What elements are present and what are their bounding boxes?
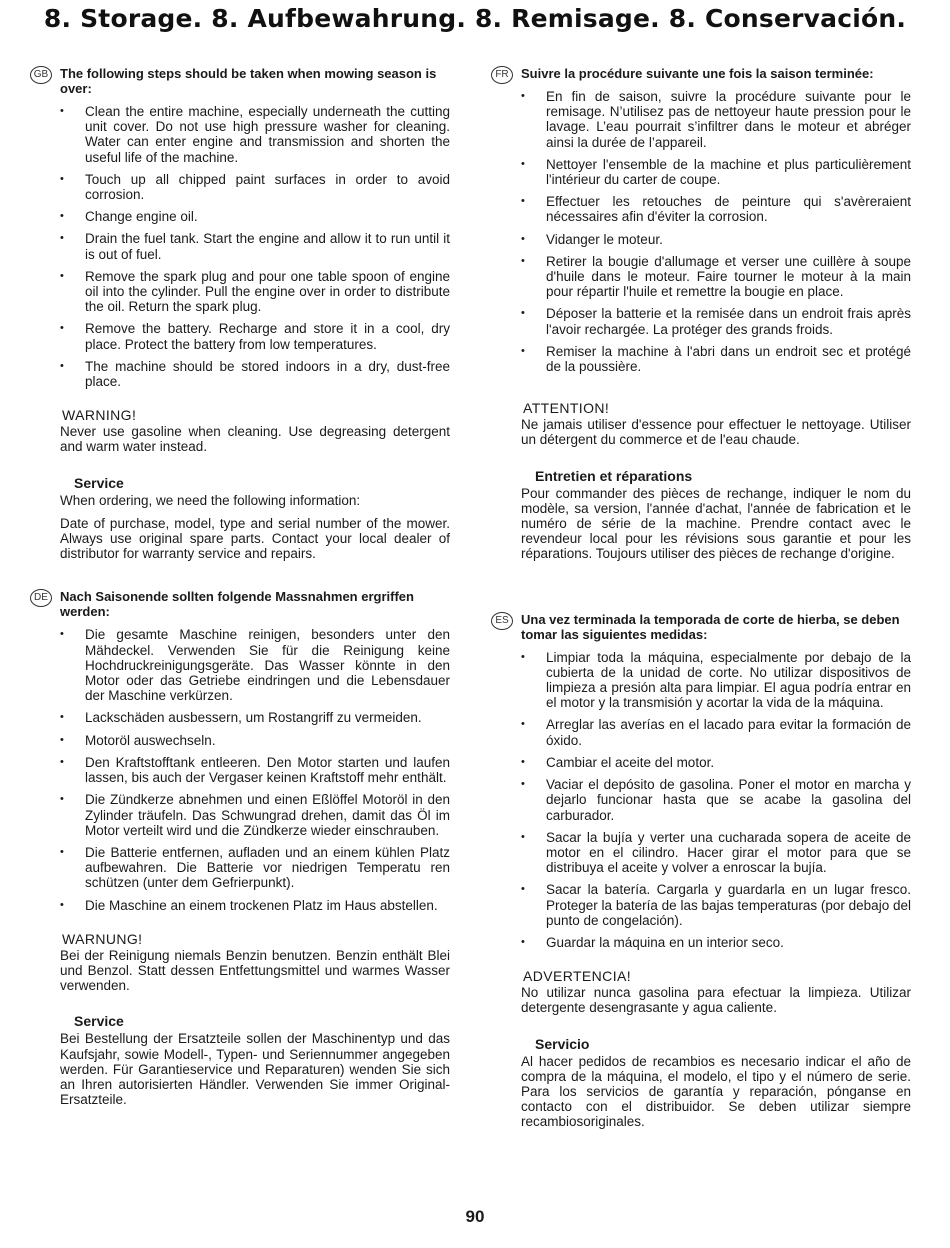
list-item: • Cambiar el aceite del motor. [521, 755, 911, 770]
list-item: • Motoröl auswechseln. [60, 733, 450, 748]
service-heading: Service [74, 474, 124, 491]
section-intro: Nach Saisonende sollten folgende Massnahmen ergriffen werden: [60, 589, 414, 620]
service-paragraph: Al hacer pedidos de recambios es necesario indicar el año de compra de la máquina, el modelo, el tipo y el número de serie. Para los servicios de garantía y reparación, pónganse en contacto con el distribuidor. Se deben utilizar siempre recambiosoriginales. [521, 1053, 911, 1130]
section-fr [495, 66, 911, 562]
left-column [33, 66, 450, 1108]
warning-text: Bei der Reinigung niemals Benzin benutzen. Benzin enthält Blei und Benzol. Statt dessen Entfettungsmittel und warmes Wasser verwenden. [60, 947, 450, 994]
list-item: • Die Maschine an einem trockenen Platz im Haus abstellen. [60, 898, 450, 913]
list-item: • En fin de saison, suivre la procédure suivante pour le remisage. N’utilisez pas de nettoyeur haute pression pour le lavage. L’eau pourrait s’infiltrer dans le moteur et abréger ainsi la durée de l’appareil. [521, 89, 911, 150]
list-item: • Retirer la bougie d'allumage et verser une cuillère à soupe d'huile dans le moteur. Faire tourner le moteur à la main pour répartir l'huile et remettre la bougie en place. [521, 254, 911, 300]
list-item: • Sacar la batería. Cargarla y guardarla en un lugar fresco. Proteger la batería de las bajas temperaturas (por debajo del punto de congelación). [521, 882, 911, 928]
list-item: • Touch up all chipped paint surfaces in order to avoid corrosion. [60, 172, 450, 202]
list-item: • Arreglar las averías en el lacado para evitar la formación de óxido. [521, 717, 911, 747]
page-title: 8. Storage. 8. Aufbewahrung. 8. Remisage. 8. Conservación. [43, 4, 907, 33]
warning-heading: ADVERTENCIA! [523, 968, 632, 985]
warning-text: No utilizar nunca gasolina para efectuar la limpieza. Utilizar detergente desengrasante y agua caliente. [521, 985, 911, 1016]
warning-text: Ne jamais utiliser d'essence pour effectuer le nettoyage. Utiliser un détergent du commerce et de l'eau chaude. [521, 417, 911, 448]
list-item: • Remove the battery. Recharge and store it in a cool, dry place. Protect the battery from low temperatures. [60, 321, 450, 351]
service-paragraph: Pour commander des pièces de rechange, indiquer le nom du modèle, sa version, l'année d'achat, l'année de fabrication et le numéro de série de la machine. Prendre contact avec le revendeur local pour les révisions sous garantie et pour les réparations. Toujours utiliser des pièces de rechange d'origine. [521, 485, 911, 562]
warning-text: Never use gasoline when cleaning. Use degreasing detergent and warm water instead. [60, 424, 450, 455]
service-heading: Entretien et réparations [535, 467, 693, 484]
service-paragraph: Date of purchase, model, type and serial number of the mower. Always use original spare parts. Contact your local dealer of distributor for warranty service and repairs. [60, 515, 450, 562]
list-item: • Nettoyer l'ensemble de la machine et plus particulièrement l'intérieur du carter de coupe. [521, 157, 911, 187]
service-heading: Service [74, 1013, 124, 1030]
list-item: • Sacar la bujía y verter una cucharada sopera de aceite de motor en el cilindro. Hacer girar el motor para que se distribuya el aceite y volver a enroscar la bujía. [521, 830, 911, 876]
service-paragraph: When ordering, we need the following information: [60, 492, 361, 508]
list-item: • Limpiar toda la máquina, especialmente por debajo de la cubierta de la unidad de corte. No utilizar dispositivos de limpieza a presión alta para limpiar. El agua podría entrar en el motor y la transmisión y acortar la vida de la máquina. [521, 650, 911, 711]
right-column [495, 66, 911, 1130]
section-gb [33, 66, 450, 562]
list-item: • Change engine oil. [60, 209, 450, 224]
language-badge-de: DE [30, 589, 52, 607]
list-item: • Vaciar el depósito de gasolina. Poner el motor en marcha y dejarlo funcionar hasta que se acabe la gasolina del carburador. [521, 777, 911, 823]
list-item: • Lackschäden ausbessern, um Rostangriff zu vermeiden. [60, 710, 450, 725]
section-intro: Suivre la procédure suivante une fois la saison terminée: [521, 66, 874, 81]
warning-heading: ATTENTION! [523, 400, 610, 417]
warning-heading: WARNUNG! [62, 930, 143, 947]
language-badge-fr: FR [491, 66, 513, 84]
list-item: • Déposer la batterie et la remisée dans un endroit frais après l'avoir rechargée. La protéger des grands froids. [521, 306, 911, 336]
steps-list [60, 104, 450, 389]
section-de [34, 589, 450, 1108]
steps-list [521, 650, 911, 950]
list-item: • Den Kraftstofftank entleeren. Den Motor starten und laufen lassen, bis auch der Vergaser keinen Kraftstoff mehr enthält. [60, 755, 450, 785]
list-item: • Guardar la máquina en un interior seco. [521, 935, 911, 950]
steps-list [60, 627, 450, 912]
list-item: • The machine should be stored indoors in a dry, dust-free place. [60, 359, 450, 389]
section-intro: The following steps should be taken when mowing season is over: [60, 66, 437, 96]
list-item: • Die Batterie entfernen, aufladen und an einem kühlen Platz aufbewahren. Die Batterie vor niedrigen Temperatu ren schützen (unter dem Gefrierpunkt). [60, 845, 450, 891]
list-item: • Drain the fuel tank. Start the engine and allow it to run until it is out of fuel. [60, 231, 450, 261]
language-badge-gb: GB [30, 66, 52, 84]
list-item: • Clean the entire machine, especially underneath the cutting unit cover. Do not use high pressure washer for cleaning. Water can enter engine and transmission and shorten the useful life of the machine. [60, 104, 450, 165]
page-number: 90 [465, 1207, 485, 1226]
list-item: • Die Zündkerze abnehmen und einen Eßlöffel Motoröl in den Zylinder träufeln. Das Schwungrad drehen, damit das Öl im Motor verteilt wird und die Zündkerze wieder einschrauben. [60, 792, 450, 838]
steps-list [521, 89, 911, 374]
section-intro: Una vez terminada la temporada de corte de hierba, se deben tomar las siguientes medidas: [521, 611, 900, 642]
list-item: • Effectuer les retouches de peinture qui s'avèreraient nécessaires afin d'éviter la corrosion. [521, 194, 911, 224]
service-paragraph: Bei Bestellung der Ersatzteile sollen der Maschinentyp und das Kaufsjahr, sowie Modell-, Typen- und Seriennummer angegeben werden. Für Garantieservice und Reparaturen) wenden Sie sich an Ihren autorisierten Händler. Verwenden Sie immer Original-Ersatzteile. [60, 1031, 450, 1108]
list-item: • Die gesamte Maschine reinigen, besonders unter den Mähdeckel. Verwenden Sie für die Reinigung keine Hochdruckreinigungsgeräte. Das Wasser könnte in den Motor oder das Getriebe eindringen und die Lebensdauer der Maschine verkürzen. [60, 627, 450, 703]
language-badge-es: ES [491, 612, 513, 630]
list-item: • Remove the spark plug and pour one table spoon of engine oil into the cylinder. Pull the engine over in order to distribute the oil. Return the spark plug. [60, 269, 450, 315]
section-es [495, 611, 911, 1130]
warning-heading: WARNING! [62, 407, 137, 424]
list-item: • Vidanger le moteur. [521, 232, 911, 247]
service-heading: Servicio [535, 1035, 590, 1052]
list-item: • Remiser la machine à l'abri dans un endroit sec et protégé de la poussière. [521, 344, 911, 374]
